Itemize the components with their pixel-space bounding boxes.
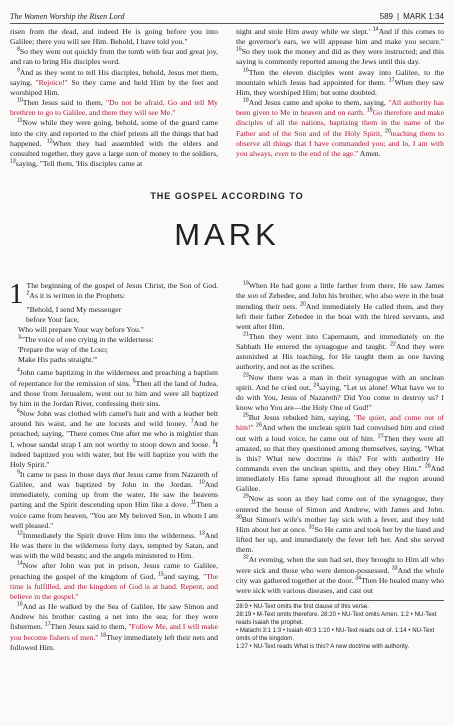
- matthew-ending: [10, 27, 444, 169]
- book-title-block: [10, 191, 444, 281]
- verse-29: $^{29}$Now as soon as they had come out of the synagogue, they entered the house of Simon and Andrew, with James and John. $^{30}$But Simon's wife's mother lay sick with a fever, and they told Him about her at once. $^{31}$So He came and took her by the hand and lifted her up, and immediately the fever left her. And she served them.: [236, 493, 444, 555]
- header-title: The Women Worship the Risen Lord: [10, 12, 125, 21]
- text-paragraph: risen from the dead, and indeed He is going before you into Galilee; there you will see Him. Behold, I have told you.": [10, 27, 218, 47]
- footnote: 28:9 • NU-Text omits the first clause of this verse.: [236, 603, 369, 611]
- verse-9: $^9$It came to pass in those days that Jesus came from Nazareth of Galilee, and was baptized by John in the Jordan. $^{10}$And immediately, coming up from the water, He saw the heavens parting and the Spirit descending upon Him like a dove. $^{11}$Then a voice came from heaven, "You are My beloved Son, in whom I am well pleased.": [10, 469, 219, 530]
- page-number: 589: [379, 12, 394, 21]
- running-header: [10, 4, 444, 24]
- verse-32: $^{32}$At evening, when the sun had set, they brought to Him all who were sick and those who were demon-possessed. $^{33}$And the whole city was gathered together at the door. $^{34}$Then He healed many who were sick with various diseases, and cast out: [236, 554, 444, 595]
- verse-16: $^{16}$And as He walked by the Sea of Galilee, He saw Simon and Andrew his brother casting a net into the sea; for they were fishermen. $^{17}$Then Jesus said to them, "Follow Me, and I will make you become fishers of men." $^{18}$They immediately left their nets and followed Him.: [10, 601, 218, 652]
- top-left-column: [10, 27, 218, 169]
- verse-4: $^4$John came baptizing in the wilderness and preaching a baptism of repentance for the remission of sins. $^5$Then all the land of Judea, and those from Jerusalem, went out to him and were all baptized by him in the Jordan River, confessing their sins.: [10, 367, 218, 408]
- verse-14: $^{14}$Now after John was put in prison, Jesus came to Galilee, preaching the gospel of the kingdom of God, $^{15}$and saying, "The time is fulfilled, and the kingdom of God is at hand. Repent, and believe in the gospel.": [10, 560, 219, 601]
- verse-25: $^{25}$But Jesus rebuked him, saying, "Be quiet, and come out of him!" $^{26}$And when the unclean spirit had convulsed him and cried out with a loud voice, he came out of him. $^{27}$Then they were all amazed, so that they questioned among themselves, saying, "What is this? What new doctrine is this? For with authority He commands even the unclean spirits, and they obey Him." $^{28}$And immediately His fame spread throughout all the region around Galilee.: [236, 412, 445, 494]
- gospel-heading: THE GOSPEL ACCORDING TO: [150, 191, 304, 202]
- verse-10: $^{10}$Then Jesus said to them, "Do not be afraid. Go and tell My brethren to go to Galilee, and there they will see Me.": [10, 97, 219, 118]
- footnotes: [236, 600, 444, 651]
- header-page-ref: 589 | MARK 1:34: [379, 12, 444, 21]
- right-column: [236, 281, 444, 653]
- footnote: 28:19 • M-Text omits therefore. 28:20 • NU-Text omits Amen. 1:2 • NU-Text reads Isaiah the prophet.: [236, 611, 437, 627]
- chapter-number: 1: [9, 278, 24, 311]
- book-title: MARK: [174, 217, 280, 253]
- quote-line: Make His paths straight.'": [18, 355, 98, 365]
- quote-line: 'Prepare the way of the Lord;: [18, 345, 108, 355]
- header-reference: MARK 1:34: [403, 12, 444, 21]
- verse-21: $^{21}$Then they went into Capernaum, and immediately on the Sabbath He entered the synagogue and taught. $^{22}$And they were astonished at His teaching, for He taught them as one having authority, and not as the scribes.: [236, 331, 445, 372]
- top-right-column: [236, 27, 444, 169]
- verse-18: $^{18}$And Jesus came and spoke to them, saying, "All authority has been given to Me in heaven and on earth. $^{19}$Go therefore and make disciples of all the nations, baptizing them in the name of the Father and of the Son and of the Holy Spirit, $^{20}$teaching them to observe all things that I have commanded you; and lo, I am with you always, even to the end of the age." Amen.: [236, 97, 445, 158]
- quote-line: $^3$"The voice of one crying in the wilderness:: [18, 334, 154, 344]
- mark-chapter-1: [9, 278, 445, 653]
- verse-13-cont: night and stole Him away while we slept.' $^{14}$And if this comes to the governor's ears, we will appease him and make you secure." $^{15}$So they took the money and did as they were instructed; and this saying is commonly reported among the Jews until this day.: [236, 26, 445, 67]
- left-column: [9, 278, 219, 653]
- quote-line: "Behold, I send My messenger: [26, 304, 122, 314]
- quote-line: before Your face,: [26, 314, 79, 324]
- verse-23: $^{23}$Now there was a man in their synagogue with an unclean spirit. And he cried out, $^{24}$saying, "Let us alone! What have we to do with You, Jesus of Nazareth? Did You come to destroy us? I know who You are—the Holy One of God!": [236, 372, 445, 413]
- verse-6: $^6$Now John was clothed with camel's hair and with a leather belt around his waist, and he ate locusts and wild honey. $^7$And he preached, saying, "There comes One after me who is mightier than I, whose sandal strap I am not worthy to stoop down and loose. $^8$I indeed baptized you with water, but He will baptize you with the Holy Spirit.": [10, 408, 219, 469]
- verse-11: $^{11}$Now while they were going, behold, some of the guard came into the city and reported to the chief priests all the things that had happened. $^{12}$When they had assembled with the elders and consulted together, they gave a large sum of money to the soldiers, $^{13}$saying, "Tell them, 'His disciples came at: [10, 117, 218, 169]
- verse-12: $^{12}$Immediately the Spirit drove Him into the wilderness. $^{13}$And He was there in the wilderness forty days, tempted by Satan, and was with the wild beasts; and the angels ministered to Him.: [10, 530, 219, 561]
- quote-line: Who will prepare Your way before You.": [18, 324, 144, 334]
- footnote: 1:27 • NU-Text reads What is this? A new doctrine with authority.: [236, 643, 410, 651]
- verse-1: 1 The beginning of the gospel of Jesus Christ, the Son of God. $^2$As it is written in the Prophets:: [9, 278, 218, 311]
- verse-9: $^9$And as they went to tell His disciples, behold, Jesus met them, saying, "Rejoice!" So they came and held Him by the feet and worshiped Him.: [10, 67, 218, 97]
- verse-8: $^8$So they went out quickly from the tomb with fear and great joy, and ran to bring His disciples word.: [10, 46, 218, 67]
- footnote: • Malachi 3:1 1:3 • Isaiah 40:3 1:10 • NU-Text reads out of. 1:14 • NU-Text omits of the kingdom.: [236, 627, 435, 643]
- verse-19: $^{19}$When He had gone a little farther from there, He saw James the son of Zebedee, and John his brother, who also were in the boat mending their nets. $^{20}$And immediately He called them, and they left their father Zebedee in the boat with the hired servants, and went after Him.: [236, 280, 445, 331]
- verse-16: $^{16}$Then the eleven disciples went away into Galilee, to the mountain which Jesus had appointed for them. $^{17}$When they saw Him, they worshiped Him; but some doubted.: [236, 67, 445, 97]
